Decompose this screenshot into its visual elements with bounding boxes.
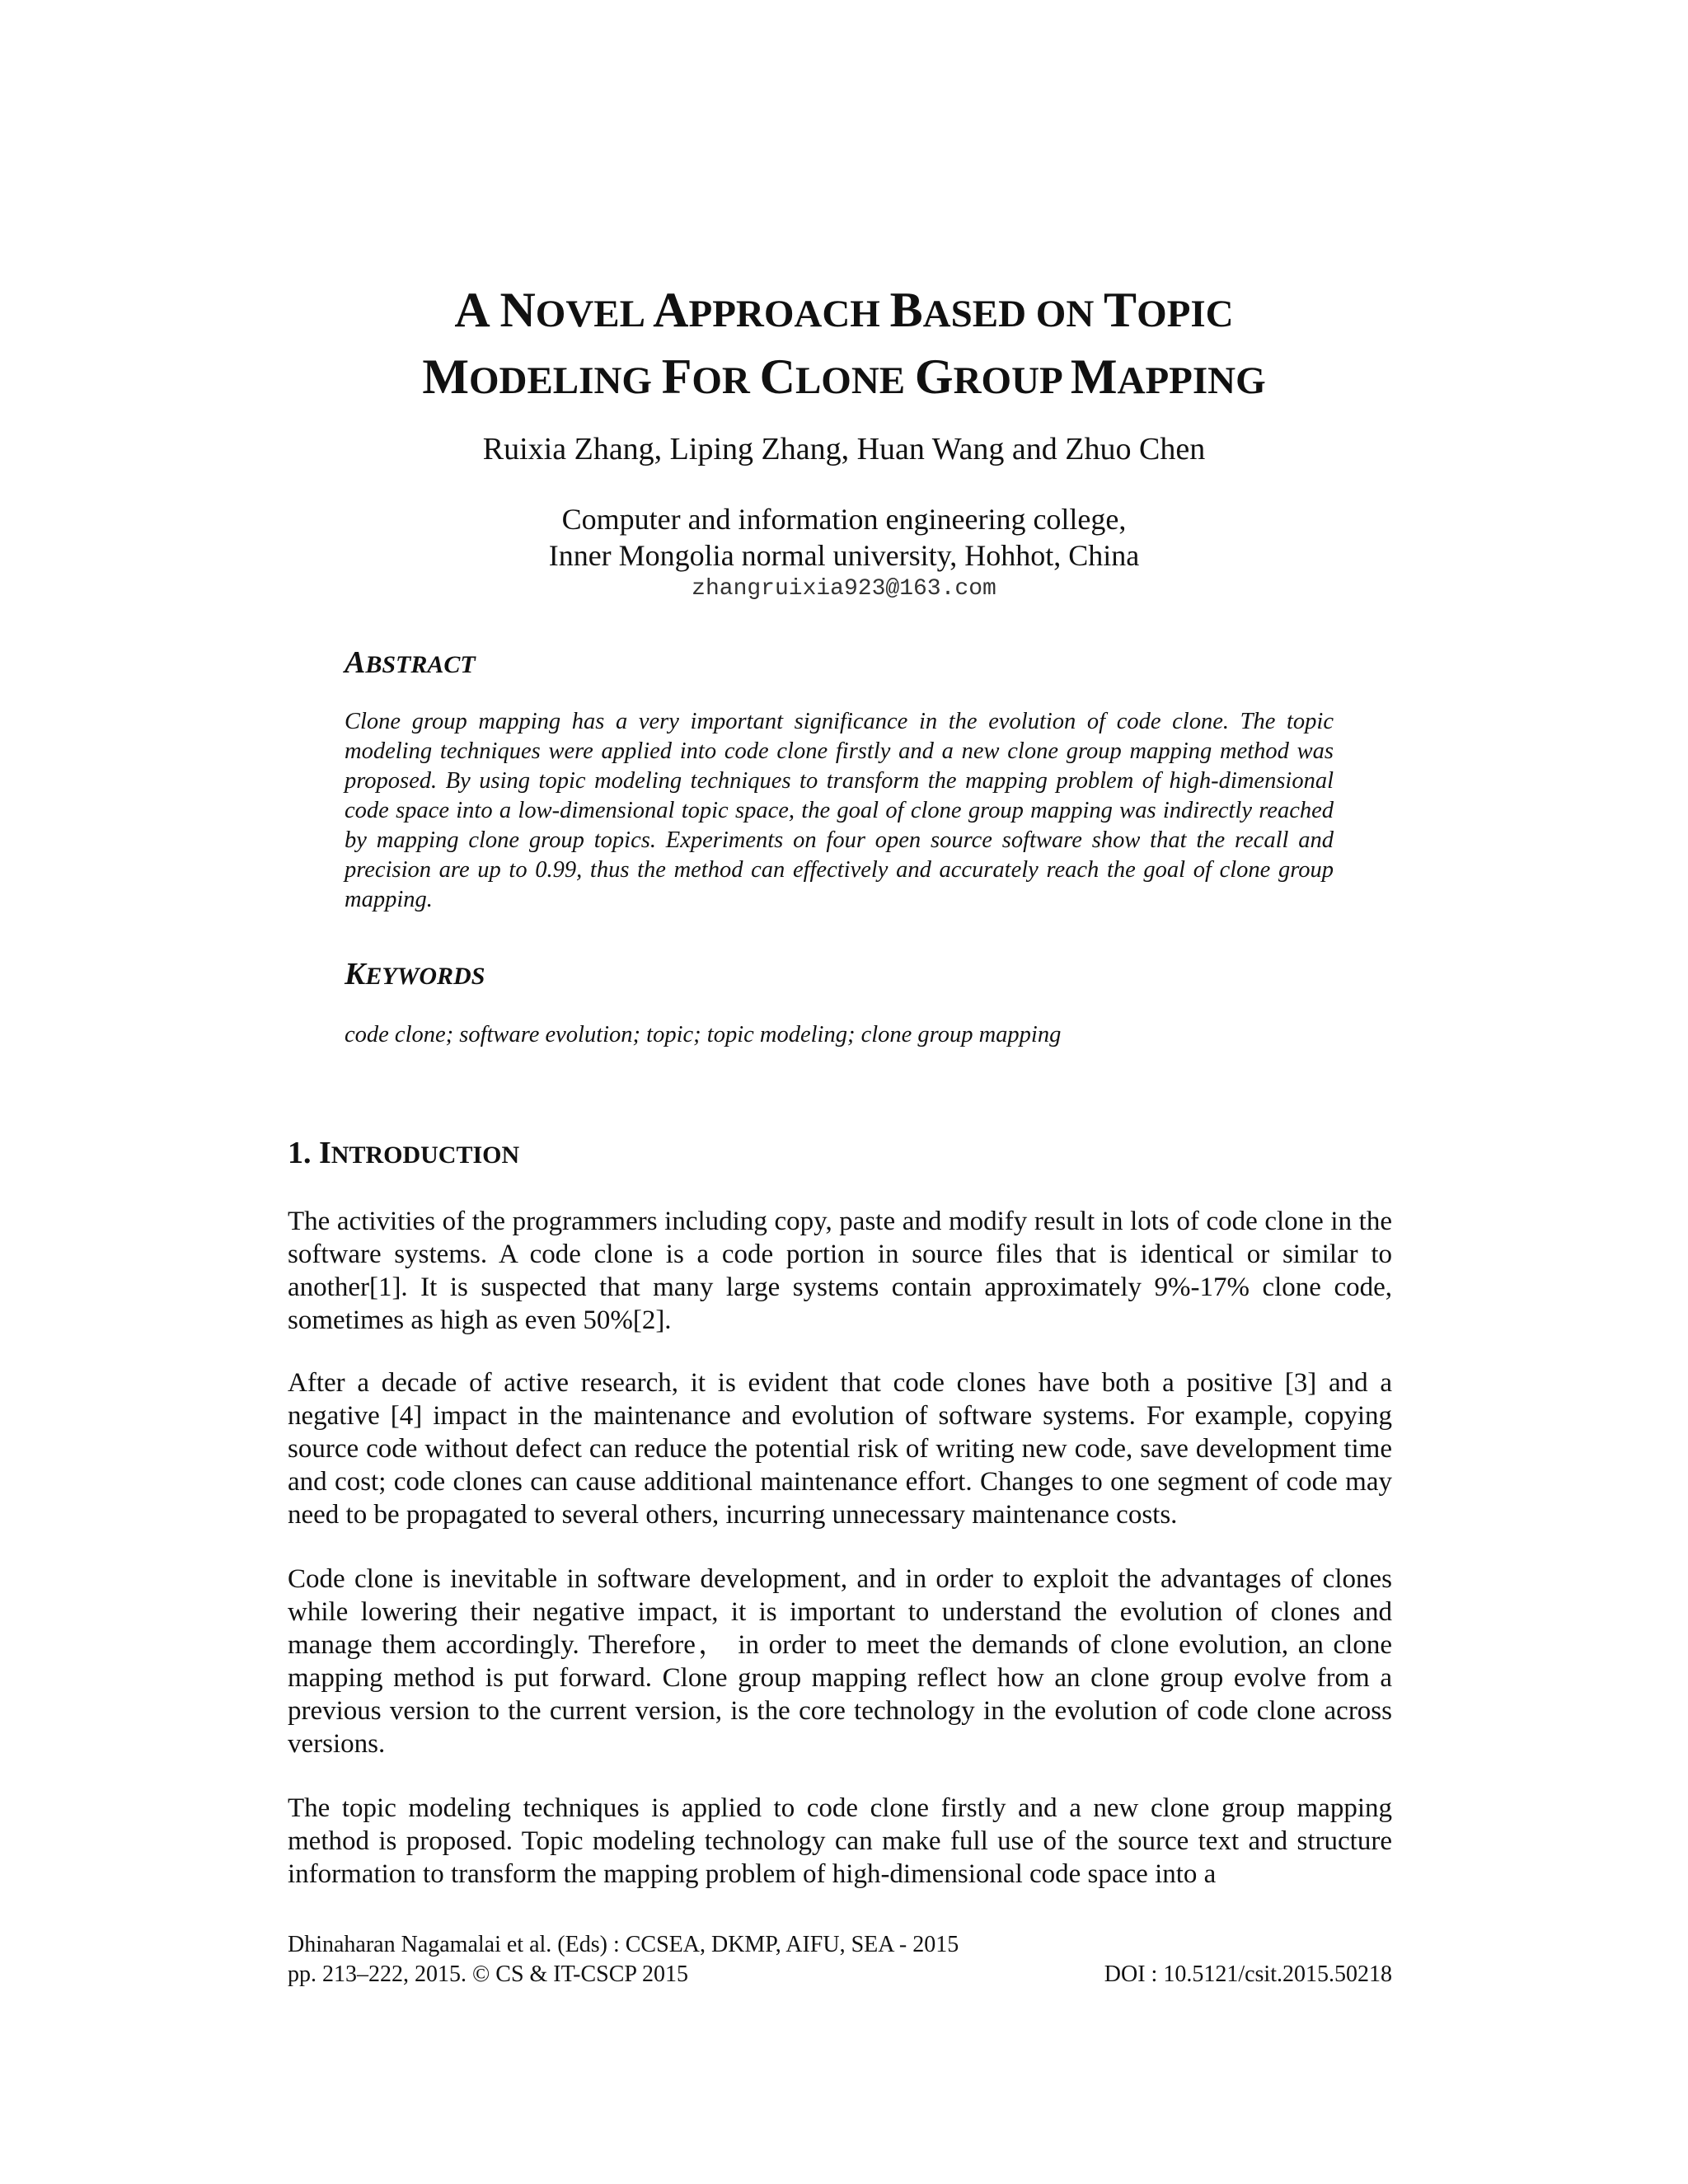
heading-rest: NTRODUCTION	[331, 1141, 520, 1169]
heading-initial: K	[345, 957, 366, 991]
abstract-text: Clone group mapping has a very important significance in the evolution of code clone. The topic modeling techniques were applied into code clone firstly and a new clone group mapping method was proposed. By using topic modeling techniques to transform the mapping problem of high-dimensional code space into a low-dimensional topic space, the goal of clone group mapping was indirectly reached by mapping clone group topics. Experiments on four open source software show that the recall and precision are up to 0.99, thus the method can effectively and accurately reach the goal of clone group mapping.	[345, 709, 1334, 912]
footer-doi: DOI : 10.5121/csit.2015.50218	[1104, 1961, 1392, 1987]
title-word: M	[422, 349, 469, 404]
paper-title	[0, 279, 1688, 412]
title-word: M	[1070, 349, 1118, 404]
affiliation	[0, 501, 1688, 574]
footer-row	[288, 1960, 1392, 1990]
introduction-heading	[288, 1134, 519, 1174]
heading-initial: A	[345, 645, 366, 680]
footer-pages-copyright: pp. 213–222, 2015. © CS & IT-CSCP 2015	[288, 1961, 688, 1987]
title-line-2	[0, 345, 1688, 412]
affiliation-line-2: Inner Mongolia normal university, Hohhot, China	[548, 539, 1140, 572]
title-word: A	[653, 283, 689, 337]
intro-paragraph-3: Code clone is inevitable in software development, and in order to exploit the advantages of clones while lowering their negative impact, it is important to understand the evolution of clones and manage them accordingly. Therefore， in order to meet the demands of clone evolution, an clone mapping method is put forward. Clone group mapping reflect how an clone group evolve from a previous version to the current version, is the core technology in the evolution of code clone across versions.	[288, 1564, 1392, 1759]
title-word: ODELING	[468, 359, 662, 402]
title-word: G	[914, 349, 954, 404]
intro-paragraph-1: The activities of the programmers including copy, paste and modify result in lots of code clone in the software systems. A code clone is a code portion in source files that is identical or similar to another[1]. It is suspected that many large systems contain approximately 9%-17% clone code, sometimes as high as even 50%[2].	[288, 1207, 1392, 1335]
keywords-text: code clone; software evolution; topic; topic modeling; clone group mapping	[345, 1022, 1062, 1047]
title-word: ROUP	[953, 359, 1071, 402]
title-word: N	[499, 283, 536, 337]
author-list: Ruixia Zhang, Liping Zhang, Huan Wang and Zhuo Chen	[482, 432, 1206, 466]
title-word: ASED ON	[922, 293, 1104, 335]
title-word: A	[454, 283, 500, 337]
title-line-1	[0, 279, 1688, 345]
heading-rest: EYWORDS	[365, 963, 485, 990]
intro-paragraph-4: The topic modeling techniques is applied to code clone firstly and a new clone group mapping method is proposed. Topic modeling technology can make full use of the source text and structure information to transform the mapping problem of high-dimensional code space into a	[288, 1793, 1392, 1889]
title-word: PPROACH	[688, 293, 890, 335]
title-word: OPIC	[1137, 293, 1234, 335]
title-word: OVEL	[535, 293, 654, 335]
heading-rest: BSTRACT	[365, 651, 476, 678]
title-word: B	[889, 283, 923, 337]
title-word: T	[1104, 283, 1137, 337]
heading-initial: 1. I	[288, 1136, 331, 1170]
title-word: APPING	[1117, 359, 1266, 402]
keywords-heading	[345, 956, 485, 995]
author-email: zhangruixia923@163.com	[692, 576, 996, 602]
abstract-heading	[345, 644, 476, 683]
affiliation-line-1: Computer and information engineering college,	[561, 503, 1127, 536]
title-word: OR	[692, 359, 760, 402]
title-word: F	[661, 349, 692, 404]
intro-paragraph-2: After a decade of active research, it is evident that code clones have both a positive [3] and a negative [4] impact in the maintenance and evolution of software systems. For example, copying source code without defect can reduce the potential risk of writing new code, save development time and cost; code clones can cause additional maintenance effort. Changes to one segment of code may need to be propagated to several others, incurring unnecessary maintenance costs.	[288, 1368, 1392, 1530]
page-footer	[288, 1930, 1392, 1990]
title-word: C	[759, 349, 795, 404]
footer-proceedings: Dhinaharan Nagamalai et al. (Eds) : CCSEA, DKMP, AIFU, SEA - 2015	[288, 1932, 959, 1957]
title-word: LONE	[795, 359, 915, 402]
